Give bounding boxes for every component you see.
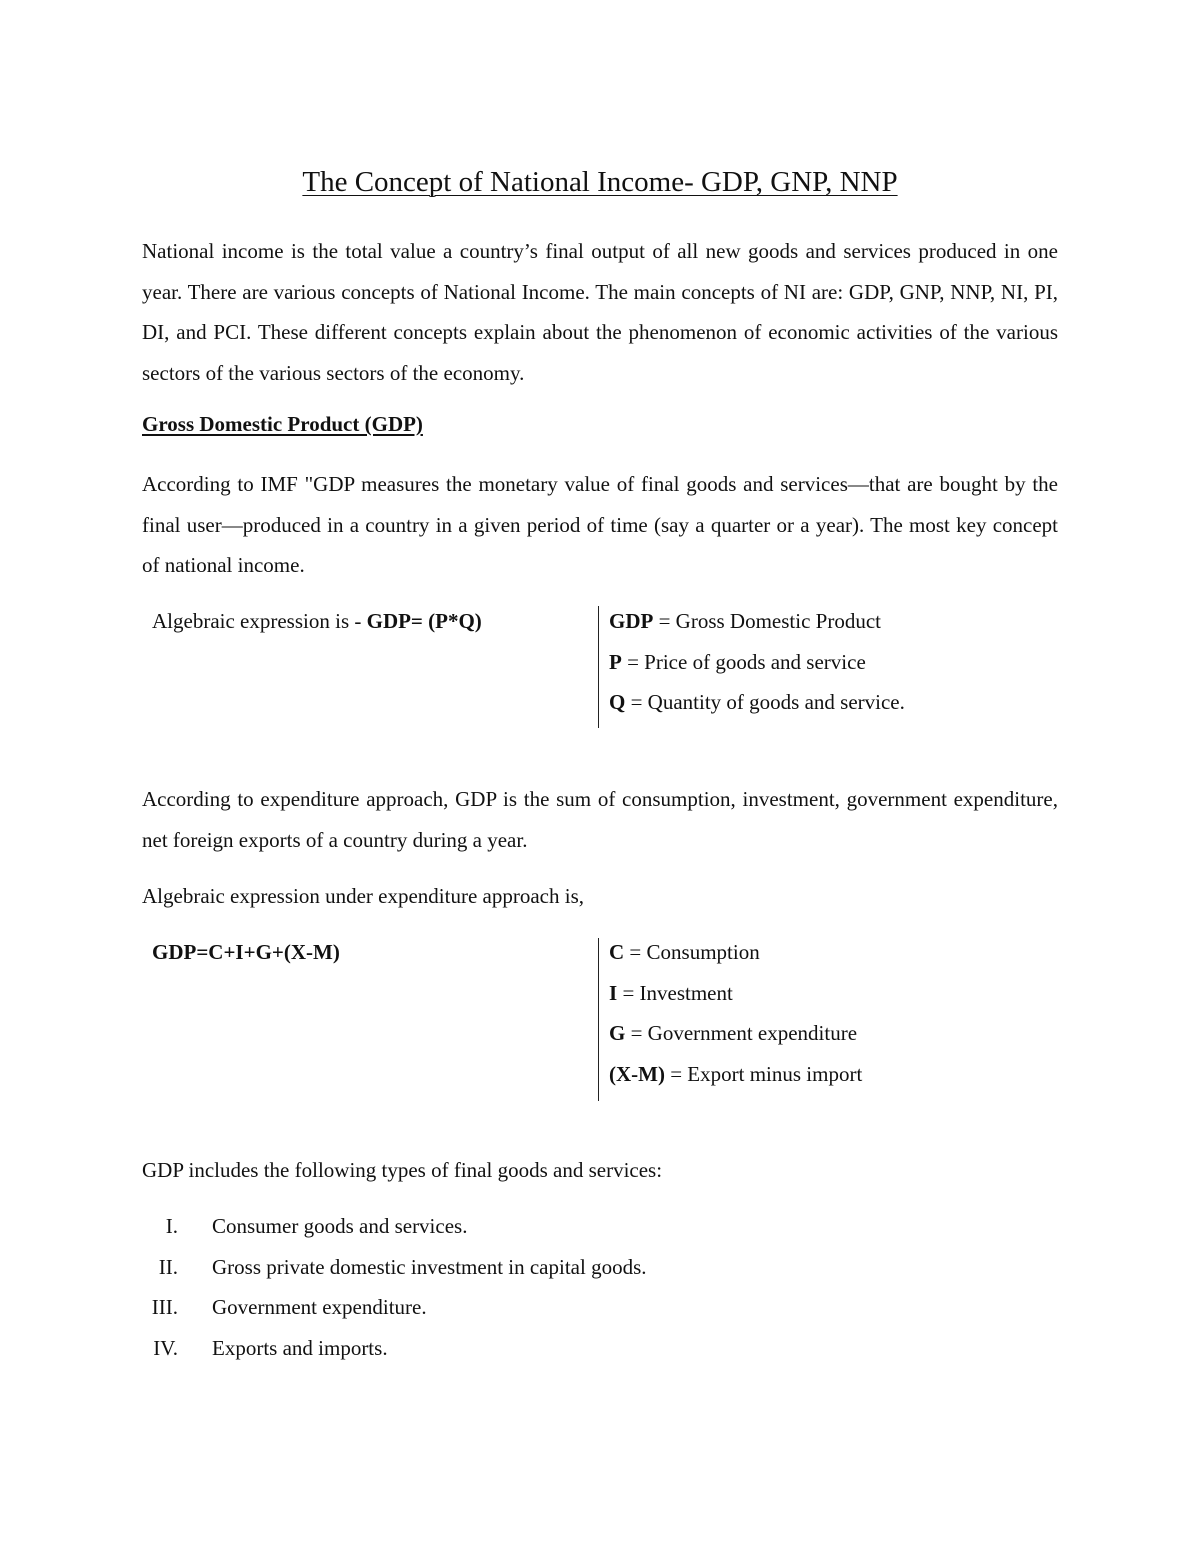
expenditure-divider [598,938,599,1101]
expenditure-formula: GDP=C+I+G+(X-M) [152,940,340,964]
definition-term: C [609,940,625,964]
definition-item [609,642,905,683]
expenditure-formula-line [152,932,340,973]
list-item [130,1328,647,1369]
definition-desc: = Government expenditure [625,1021,858,1046]
list-item [130,1206,647,1247]
imf-definition-paragraph: According to IMF "GDP measures the monetary value of final goods and services—that are bought by the final user—produced in a country in a given period of time (say a quarter or a year). The most key concept of national income. [142,472,1058,578]
definition-term: I [609,980,618,1005]
list-item-number: I. [165,1214,178,1238]
list-item-number: IV. [153,1336,178,1361]
list-item-number: II. [158,1254,178,1279]
definition-term: (X-M) [609,1062,665,1087]
definition-term: Q [609,690,626,715]
definition-divider [598,606,599,728]
definition-item [609,1054,862,1095]
gdp-definitions-list [609,601,905,723]
definition-item [609,973,862,1014]
list-item [130,1287,647,1328]
definition-item [609,601,905,642]
definition-item [609,932,862,973]
definition-term: P [609,649,622,674]
algebraic-expression-prefix: Algebraic expression is - [152,609,367,633]
definition-desc: = Consumption [624,940,760,964]
section-heading-gdp: Gross Domestic Product (GDP) [142,412,423,436]
intro-paragraph: National income is the total value a country’s final output of all new goods and services produced in one year. There are various concepts of National Income. The main concepts of NI are: GDP, GNP, NNP, NI, PI, DI, and PCI. These different concepts explain about the phenomenon of economic activities of the various sectors of the various sectors of the economy. [142,239,1058,386]
definition-desc: = Investment [617,980,733,1005]
list-item-text: Gross private domestic investment in capital goods. [212,1254,647,1279]
list-item-number: III. [151,1295,178,1320]
definition-term: GDP [609,609,654,633]
expenditure-definitions-list [609,932,862,1095]
algebraic-formula: GDP= (P*Q) [366,609,482,633]
expenditure-approach-paragraph: According to expenditure approach, GDP is the sum of consumption, investment, government expenditure, net foreign exports of a country during a year. [142,787,1058,852]
expenditure-intro: Algebraic expression under expenditure approach is, [142,884,585,908]
document-title: The Concept of National Income- GDP, GNP, NNP [302,166,898,198]
list-item-text: Consumer goods and services. [212,1214,468,1238]
definition-item [609,1013,862,1054]
list-item-text: Government expenditure. [212,1295,427,1320]
list-item-text: Exports and imports. [212,1336,388,1361]
list-item [130,1247,647,1288]
includes-intro: GDP includes the following types of final goods and services: [142,1158,663,1182]
definition-term: G [609,1021,626,1046]
definition-desc: = Gross Domestic Product [653,609,881,633]
definition-desc: = Quantity of goods and service. [625,690,905,715]
definition-item [609,682,905,723]
algebraic-expression [152,601,482,642]
definition-desc: = Export minus import [664,1062,863,1087]
includes-list [130,1206,647,1369]
definition-desc: = Price of goods and service [621,649,866,674]
